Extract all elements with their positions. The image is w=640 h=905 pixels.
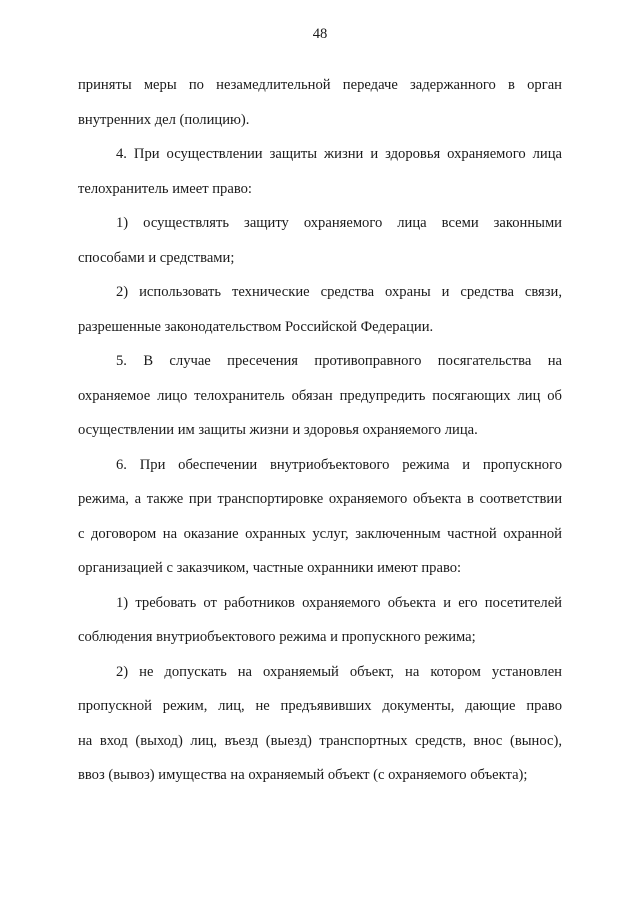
paragraph-subitem-4-1	[78, 206, 562, 275]
text-line: способами и средствами;	[78, 249, 235, 266]
paragraph-subitem-6-1	[78, 586, 562, 655]
text-line: 5. В случае пресечения противоправного посягательства на	[116, 353, 562, 369]
text-line: на вход (выход) лиц, въезд (выезд) транспортных средств, внос (вынос),	[78, 732, 562, 749]
text-line: соблюдения внутриобъектового режима и пропускного режима;	[78, 629, 476, 645]
text-line: пропускной режим, лиц, не предъявивших документы, дающие право	[78, 698, 562, 714]
text-line: охраняемое лицо телохранитель обязан предупредить посягающих лиц об	[78, 387, 562, 404]
text-line: осуществлении им защиты жизни и здоровья охраняемого лица.	[78, 422, 478, 438]
paragraph-item-6	[78, 448, 562, 586]
document-body	[78, 68, 562, 793]
text-line: режима, а также при транспортировке охраняемого объекта в соответствии	[78, 491, 562, 507]
text-line: внутренних дел (полицию).	[78, 111, 250, 128]
text-line: 1) требовать от работников охраняемого объекта и его посетителей	[116, 594, 562, 611]
paragraph-item-5	[78, 344, 562, 448]
paragraph-item-4	[78, 137, 562, 206]
text-line: 2) использовать технические средства охраны и средства связи,	[116, 284, 562, 300]
text-line: ввоз (вывоз) имущества на охраняемый объект (с охраняемого объекта);	[78, 767, 528, 783]
paragraph-subitem-4-2	[78, 275, 562, 344]
text-line: с договором на оказание охранных услуг, заключенным частной охранной	[78, 525, 562, 542]
text-line: организацией с заказчиком, частные охранники имеют право:	[78, 560, 462, 576]
text-line: 2) не допускать на охраняемый объект, на котором установлен	[116, 663, 562, 680]
text-line: телохранитель имеет право:	[78, 180, 252, 197]
paragraph-subitem-6-2	[78, 655, 562, 793]
text-line: 1) осуществлять защиту охраняемого лица всеми законными	[116, 215, 562, 231]
paragraph-continuation	[78, 68, 562, 137]
page-number: 48	[312, 26, 328, 42]
text-line: приняты меры по незамедлительной передаче задержанного в орган	[78, 77, 562, 93]
text-line: разрешенные законодательством Российской Федерации.	[78, 318, 434, 335]
text-line: 6. При обеспечении внутриобъектового режима и пропускного	[116, 456, 562, 473]
text-line: 4. При осуществлении защиты жизни и здоровья охраняемого лица	[116, 146, 562, 162]
